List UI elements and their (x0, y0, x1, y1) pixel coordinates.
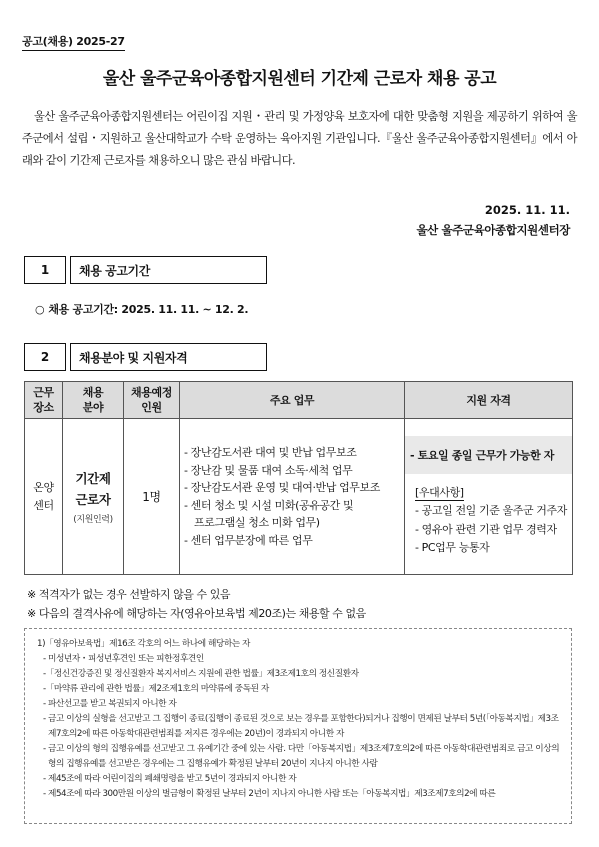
page-title: 울산 울주군육아종합지원센터 기간제 근로자 채용 공고 (102, 69, 497, 89)
disqualification-item: - 금고 이상의 실형을 선고받고 그 집행이 종료(집행이 종료된 것으로 보는 경우를 포함한다)되거나 집행이 면제된 날부터 5년(「아동복지법」제3조제7호의2에 따른 아동학대관련범죄를 저지른 경우에는 20년)이 경과되지 아니한 자 (43, 714, 559, 739)
duty-item: 프로그램실 청소 미화 업무) (194, 516, 320, 529)
disqualification-intro: 1)「영유아보육법」제16조 각호의 어느 하나에 해당하는 자 (37, 639, 250, 649)
note-disqualification: ※ 다음의 결격사유에 해당하는 자(영유아보육법 제20조)는 채용할 수 없음 (27, 607, 366, 620)
header-duties: 주요 업무 (180, 382, 405, 419)
section-2-number: 2 (24, 343, 66, 371)
recruitment-period-text: 채용 공고기간: 2025. 11. 11. ~ 12. 2. (48, 303, 249, 316)
section-1-number: 1 (24, 256, 66, 284)
disqualification-item: - 금고 이상의 형의 집행유예를 선고받고 그 유예기간 중에 있는 사람. 다만「아동복지법」제3조제7호의2에 따른 아동학대관련범죄로 금고 이상의 형의 집행유예를 선고받은 경우에는 그 집행유예가 확정된 날부터 20년이 지나지 아니한 사람 (43, 744, 560, 769)
organization-name: 울산 울주군육아종합지원센터장 (416, 223, 570, 237)
duty-item: - 장난감 및 물품 대여 소독·세척 업무 (184, 463, 353, 477)
note-no-qualified: ※ 적격자가 없는 경우 선발하지 않을 수 있음 (27, 588, 231, 601)
preference-item: - 공고일 전일 기준 울주군 거주자 (415, 504, 567, 517)
table-row (25, 419, 573, 575)
role-subtitle: (지원인력) (73, 515, 113, 525)
duty-item: - 장난감도서관 운영 및 대여·반납 업무보조 (184, 481, 380, 494)
duty-item: - 센터 업무분장에 따른 업무 (184, 533, 313, 547)
section-1-title: 채용 공고기간 (70, 256, 267, 284)
cell-duties (180, 419, 405, 575)
intro-paragraph: 울산 울주군육아종합지원센터는 어린이집 지원・관리 및 가정양육 보호자에 대한 맞춤형 지원을 제공하기 위하여 울주군에서 설립・지원하고 울산대학교가 수탁 운영하는 육아지원 기관입니다.『울산 울주군육아종합지원센터』에서 아래와 같이 기간제 근로자를 채용하오니 많은 관심 바랍니다. (22, 110, 577, 167)
disqualification-box (24, 628, 572, 824)
cell-role (63, 419, 124, 575)
preference-item: - PC업무 능통자 (415, 541, 490, 554)
cell-count: 1명 (124, 419, 180, 575)
notice-date: 2025. 11. 11. (484, 203, 570, 217)
disqualification-item: - 제54조에 따라 300만원 이상의 벌금형이 확정된 날부터 2년이 지나지 아니한 사람 또는「아동복지법」제3조제7호의2에 따른 (43, 789, 496, 799)
disqualification-item: -「마약류 관리에 관한 법률」제2조제1호의 마약류에 중독된 자 (43, 684, 269, 694)
recruitment-table (24, 381, 573, 575)
header-qualification: 지원 자격 (405, 382, 573, 419)
duty-item: - 장난감도서관 대여 및 반납 업무보조 (184, 446, 357, 459)
preference-list (405, 474, 572, 558)
cell-qualification (405, 419, 573, 575)
header-place: 근무 장소 (25, 382, 63, 419)
disqualification-item: -「정신건강증진 및 정신질환자 복지서비스 지원에 관한 법률」제3조제1호의 정신질환자 (43, 669, 359, 679)
recruitment-period (35, 301, 248, 317)
disqualification-item: - 제45조에 따라 어린이집의 폐쇄명령을 받고 5년이 경과되지 아니한 자 (43, 774, 297, 784)
header-count: 채용예정 인원 (124, 382, 180, 419)
role-line-2: 근로자 (75, 492, 111, 507)
duty-item: - 센터 청소 및 시설 미화(공유공간 및 (184, 498, 354, 512)
section-2-title: 채용분야 및 지원자격 (70, 343, 267, 371)
role-line-1: 기간제 (75, 471, 111, 486)
disqualification-item: - 미성년자・피성년후견인 또는 피한정후견인 (43, 654, 204, 664)
preference-item: - 영유아 관련 기관 업무 경력자 (415, 522, 557, 536)
notice-number: 공고(채용) 2025-27 (22, 33, 125, 51)
cell-place: 온양 센터 (25, 419, 63, 575)
qualification-main: - 토요일 종일 근무가 가능한 자 (405, 436, 572, 474)
preference-header: [우대사항] (415, 485, 464, 499)
bullet-circle-icon: ○ (35, 303, 45, 316)
table-header-row (25, 382, 573, 419)
header-field: 채용 분야 (63, 382, 124, 419)
disqualification-item: - 파산선고를 받고 복권되지 아니한 자 (43, 699, 177, 709)
